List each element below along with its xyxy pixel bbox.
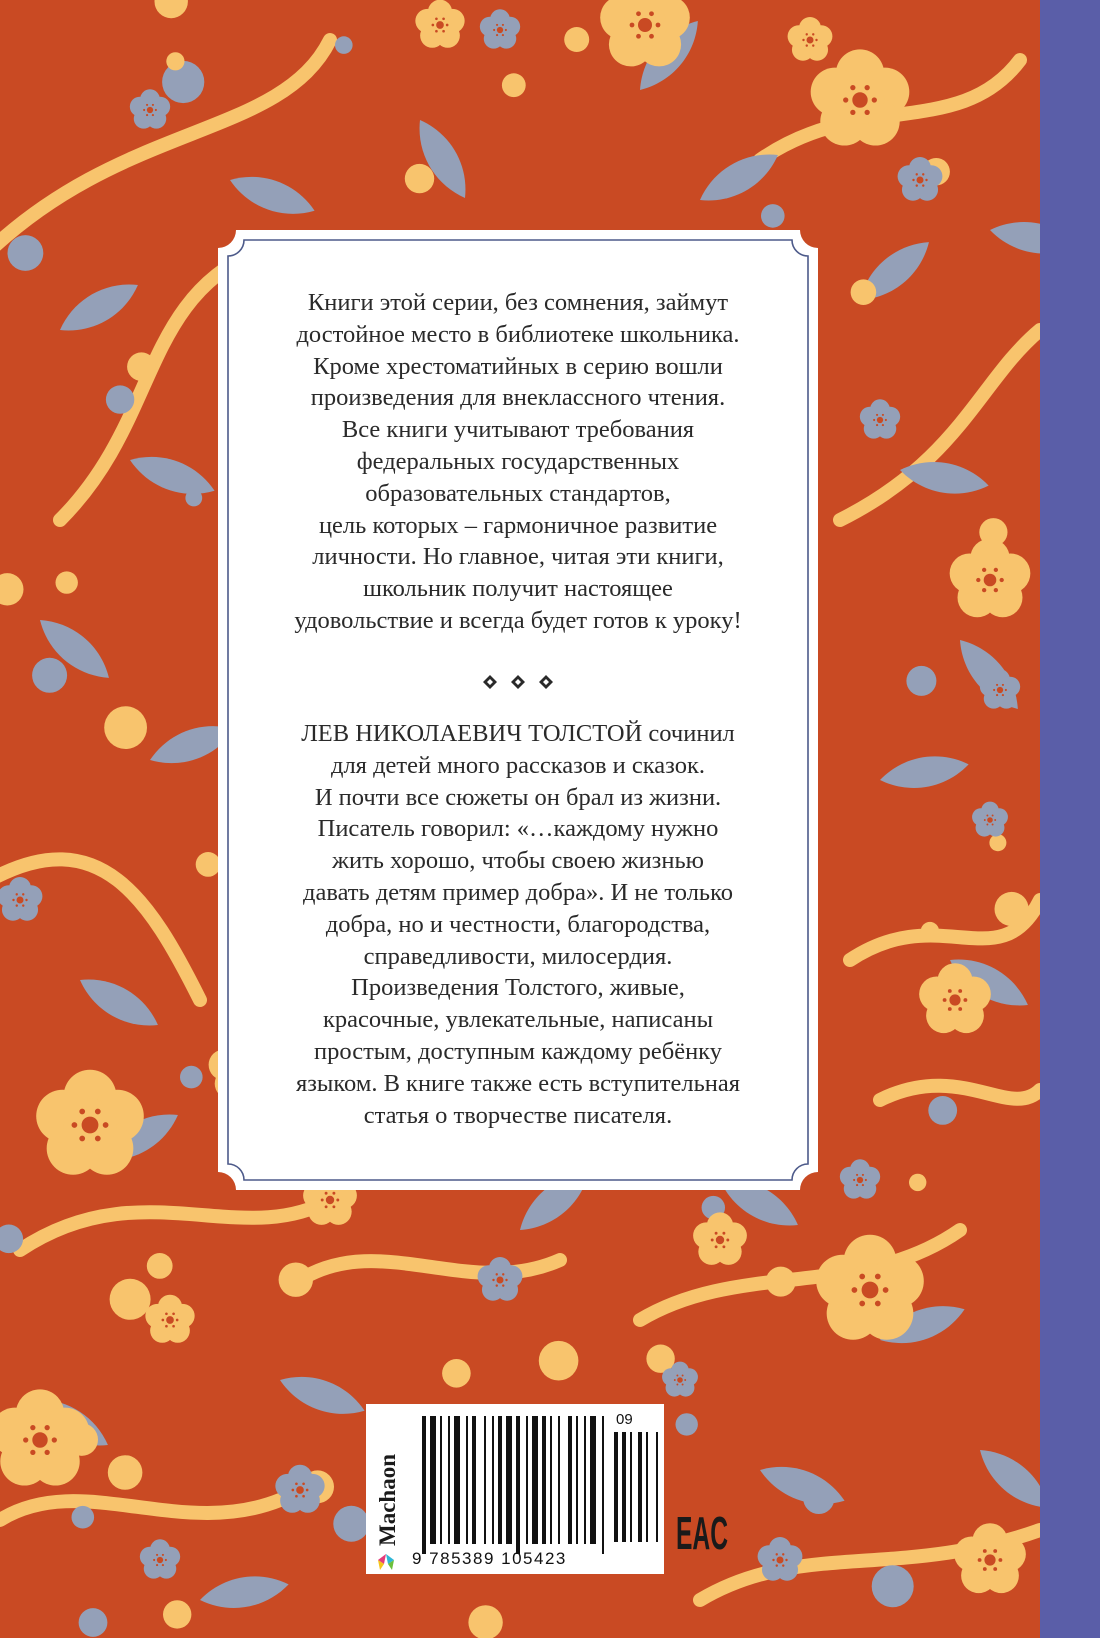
- berry-dot: [104, 706, 147, 749]
- barcode-bar: [484, 1416, 486, 1544]
- barcode-bar: [506, 1416, 512, 1544]
- leaf-shape: [73, 967, 166, 1038]
- text-line: давать детям пример добра». И не только: [302, 878, 734, 906]
- barcode-bar: [422, 1416, 426, 1554]
- barcode-bar: [472, 1416, 476, 1544]
- berry-dot: [928, 1096, 957, 1125]
- text-line: простым, доступным каждому ребёнку: [313, 1037, 722, 1065]
- text-line: для детей много рассказов и сказок.: [330, 751, 705, 779]
- eac-certification-mark: [676, 1503, 728, 1559]
- barcode-bar: [492, 1416, 494, 1544]
- berry-dot: [766, 1267, 796, 1297]
- addon-bar: [656, 1432, 658, 1542]
- berry-dot: [909, 1174, 926, 1191]
- barcode-bar: [568, 1416, 572, 1544]
- text-line: Писатель говорил: «…каждому нужно: [317, 815, 719, 843]
- berry-dot: [32, 658, 67, 693]
- leaf-shape: [53, 272, 146, 343]
- barcode-bar: [440, 1416, 442, 1544]
- flower-shape: [480, 9, 520, 48]
- berry-dot: [906, 666, 936, 696]
- barcode-bar: [516, 1416, 520, 1554]
- flower-shape: [415, 0, 464, 48]
- berry-dot: [502, 73, 526, 97]
- barcode-bar: [498, 1416, 502, 1544]
- flower-shape: [840, 1159, 880, 1198]
- berry-dot: [803, 1483, 834, 1514]
- leaf-shape: [275, 1366, 370, 1425]
- text-line: Произведения Толстого, живые,: [351, 974, 685, 1002]
- text-line: Все книги учитывают требования: [341, 416, 695, 444]
- description-panel: [218, 230, 818, 1190]
- addon-bar: [638, 1432, 642, 1542]
- leaf-shape: [877, 750, 971, 795]
- barcode-bar: [576, 1416, 578, 1544]
- author-description: [248, 718, 788, 1131]
- text-line: федеральных государственных: [356, 447, 680, 475]
- leaf-shape: [225, 166, 320, 225]
- publisher-logo: [366, 1404, 406, 1574]
- flower-shape: [36, 1070, 144, 1175]
- berry-dot: [333, 1506, 369, 1542]
- isbn-barcode: [408, 1404, 664, 1574]
- barcode-bar: [430, 1416, 436, 1544]
- berry-dot: [108, 1455, 143, 1490]
- berry-dot: [872, 1565, 914, 1607]
- berry-dot: [106, 385, 134, 413]
- three-diamonds-icon: [480, 673, 556, 691]
- flower-shape: [788, 17, 833, 61]
- text-line: добра, но и честности, благородства,: [325, 910, 711, 938]
- addon-bar: [614, 1432, 618, 1542]
- barcode-bar: [558, 1416, 560, 1544]
- text-line: образовательных стандартов,: [365, 479, 671, 507]
- flower-shape: [0, 877, 42, 921]
- book-spine: [1040, 0, 1100, 1638]
- text-line: личности. Но главное, читая эти книги,: [312, 543, 724, 571]
- flower-shape: [0, 1389, 89, 1485]
- berry-dot: [468, 1605, 502, 1638]
- text-line: статья о творчестве писателя.: [363, 1101, 673, 1129]
- flower-shape: [130, 89, 170, 128]
- barcode-bar: [542, 1416, 546, 1544]
- flower-shape: [758, 1537, 803, 1581]
- berry-dot: [989, 834, 1006, 851]
- text-line: школьник получит настоящее: [363, 575, 673, 603]
- berry-dot: [442, 1359, 471, 1388]
- barcode-label: [366, 1404, 664, 1574]
- barcode-bar: [526, 1416, 528, 1544]
- berry-dot: [110, 1279, 151, 1320]
- berry-dot: [55, 571, 77, 593]
- leaf-shape: [197, 1570, 291, 1615]
- berry-dot: [8, 235, 44, 271]
- berry-dot: [185, 490, 202, 507]
- swirl-stroke: [20, 1200, 330, 1250]
- flower-shape: [950, 539, 1031, 618]
- addon-bar: [622, 1432, 626, 1542]
- berry-dot: [155, 0, 188, 18]
- berry-dot: [564, 27, 589, 52]
- berry-dot: [127, 352, 156, 381]
- addon-bar: [630, 1432, 632, 1542]
- text-line: произведения для внеклассного чтения.: [310, 384, 726, 412]
- berry-dot: [405, 164, 434, 193]
- barcode-bar: [532, 1416, 538, 1544]
- text-line: Книги этой серии, без сомнения, займут: [307, 289, 729, 316]
- barcode-bar: [584, 1416, 586, 1544]
- text-line: ЛЕВ НИКОЛАЕВИЧ ТОЛСТОЙ сочинил: [301, 720, 735, 747]
- berry-dot: [995, 892, 1029, 926]
- berry-dot: [0, 573, 24, 605]
- berry-dot: [166, 52, 184, 70]
- text-line: Кроме хрестоматийных в серию вошли: [313, 352, 723, 380]
- barcode-bar: [550, 1416, 552, 1544]
- berry-dot: [335, 36, 353, 54]
- text-line: жить хорошо, чтобы своею жизнью: [332, 847, 704, 875]
- text-line: языком. В книге также есть вступительная: [295, 1069, 741, 1097]
- leaf-shape: [897, 455, 991, 500]
- berry-dot: [196, 852, 221, 877]
- barcode-bar: [466, 1416, 468, 1544]
- berry-dot: [72, 1506, 95, 1529]
- publisher-name: Machaon: [375, 1454, 400, 1546]
- berry-dot: [79, 1608, 108, 1637]
- berry-dot: [147, 1253, 173, 1279]
- barcode-addon: 09: [616, 1411, 633, 1428]
- text-line: удовольствие и всегда будет готов к уроку!: [294, 606, 742, 634]
- flower-shape: [693, 1212, 747, 1264]
- text-line: цель которых – гармоничное развитие: [318, 511, 718, 539]
- berry-dot: [851, 279, 877, 305]
- swirl-stroke: [0, 859, 200, 1000]
- barcode-bar: [448, 1416, 450, 1544]
- barcode-bar: [602, 1416, 604, 1554]
- berry-dot: [921, 922, 939, 940]
- barcode-bar: [454, 1416, 460, 1544]
- series-description: [248, 287, 788, 637]
- flower-shape: [860, 399, 900, 438]
- flower-shape: [145, 1295, 194, 1343]
- barcode-digits: 9 785389 105423: [412, 1549, 567, 1568]
- flower-shape: [600, 0, 690, 66]
- berry-dot: [162, 61, 204, 103]
- berry-dot: [279, 1263, 313, 1297]
- berry-dot: [180, 1066, 203, 1089]
- text-line: достойное место в библиотеке школьника.: [296, 320, 740, 348]
- leaf-shape: [125, 446, 220, 505]
- barcode-bar: [590, 1416, 596, 1544]
- eac-mark-text: EAC: [676, 1507, 728, 1559]
- text-line: красочные, увлекательные, написаны: [322, 1006, 714, 1034]
- swirl-stroke: [880, 1086, 1040, 1100]
- berry-dot: [539, 1341, 579, 1381]
- machaon-butterfly-icon: [378, 1554, 394, 1570]
- flower-shape: [811, 49, 910, 145]
- berry-dot: [163, 1600, 191, 1628]
- text-line: справедливости, милосердия.: [363, 942, 673, 970]
- swirl-stroke: [0, 1500, 280, 1520]
- flower-shape: [140, 1539, 180, 1578]
- flower-shape: [478, 1257, 523, 1301]
- berry-dot: [761, 204, 785, 228]
- addon-bar: [646, 1432, 648, 1542]
- leaf-shape: [755, 1456, 850, 1515]
- berry-dot: [676, 1413, 698, 1435]
- flower-shape: [972, 802, 1008, 837]
- text-line: И почти все сюжеты он брал из жизни.: [314, 783, 722, 811]
